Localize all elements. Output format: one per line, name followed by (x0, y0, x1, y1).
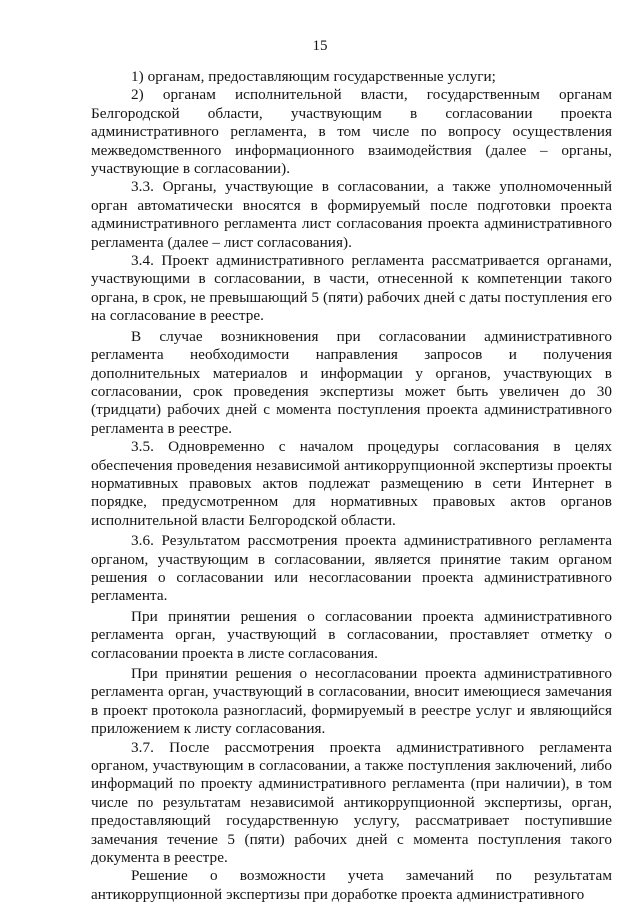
page-number: 15 (312, 38, 328, 54)
paragraph-3-6-approval: При принятии решения о согласовании проекта административного регламента орган, участвующий в согласовании, проставляет отметку о согласовании проекта в листе согласования. (91, 607, 612, 662)
paragraph-3-6: 3.6. Результатом рассмотрения проекта административного регламента органом, участвующим в согласовании, является принятие таким органом решения о согласовании или несогласовании проекта административного регламента. (91, 532, 612, 605)
paragraph-3-4-extension: В случае возникновения при согласовании административного регламента необходимости направления запросов и получения дополнительных материалов и информации у органов, участвующих в согласовании, срок проведения экспертизы может быть увеличен до 30 (тридцати) рабочих дней с момента поступления проекта административного регламента в реестре. (91, 327, 612, 437)
paragraph-decision: Решение о возможности учета замечаний по результатам антикоррупционной экспертизы при доработке проекта административного (91, 867, 612, 903)
document-body (91, 68, 612, 904)
paragraph-3-5: 3.5. Одновременно с началом процедуры согласования в целях обеспечения проведения независимой антикоррупционной экспертизы проекты нормативных правовых актов подлежат размещению в сети Интернет в порядке, предусмотренном для нормативных правовых актов органов исполнительной власти Белгородской области. (91, 438, 612, 529)
paragraph-3-7: 3.7. После рассмотрения проекта административного регламента органом, участвующим в согласовании, а также поступления заключений, либо информаций по проекту административного регламента (при наличии), в том числе по результатам независимой антикоррупционной экспертизы, орган, предоставляющий государственную услугу, рассматривает поступившие замечания течение 5 (пяти) рабочих дней с момента поступления такого документа в реестре. (91, 738, 612, 867)
paragraph-3-4: 3.4. Проект административного регламента рассматривается органами, участвующими в согласовании, в части, отнесенной к компетенции такого органа, в срок, не превышающий 5 (пяти) рабочих дней с даты поступления его на согласование в реестре. (91, 252, 612, 325)
paragraph-item-2: 2) органам исполнительной власти, государственным органам Белгородской области, участвующим в согласовании проекта административного регламента, в том числе по вопросу осуществления межведомственного информационного взаимодействия (далее – органы, участвующие в согласовании). (91, 86, 612, 178)
paragraph-3-6-disapproval: При принятии решения о несогласовании проекта административного регламента орган, участвующий в согласовании, вносит имеющиеся замечания в проект протокола разногласий, формируемый в реестре услуг и являющийся приложением к листу согласования. (91, 665, 612, 738)
paragraph-item-1: 1) органам, предоставляющим государственные услуги; (131, 68, 496, 85)
paragraph-3-3: 3.3. Органы, участвующие в согласовании, а также уполномоченный орган автоматически вносятся в формируемый после подготовки проекта административного регламента лист согласования проекта административного регламента (далее – лист согласования). (91, 178, 612, 251)
